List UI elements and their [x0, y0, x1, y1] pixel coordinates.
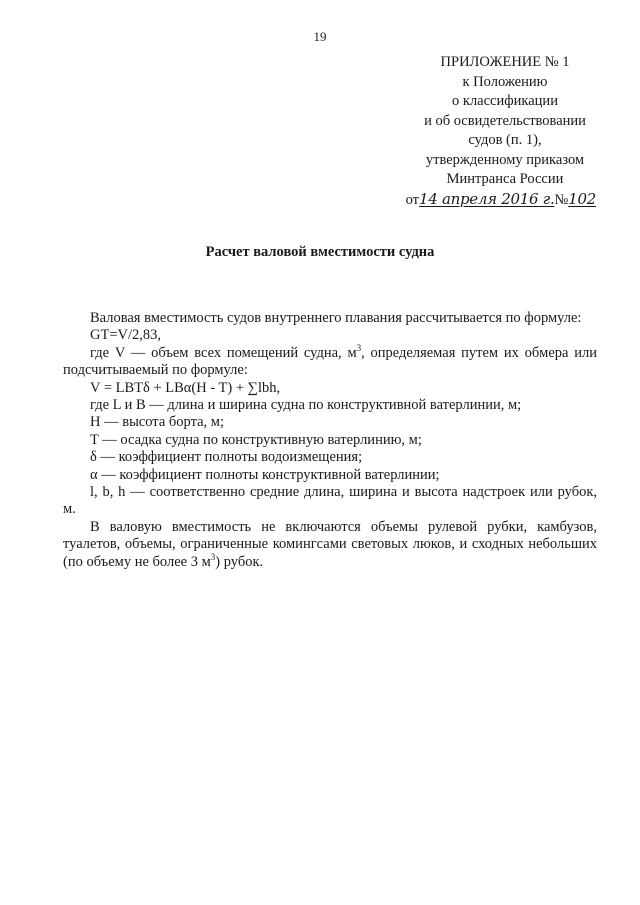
formula-gt: GT=V/2,83, — [90, 327, 162, 344]
exclusions-paragraph: В валовую вместимость не включаются объемы рулевой рубки, камбузов, туалетов, объемы, ограниченные комингсами световых люков, и сходных небольших (по объему не более 3 $м^3$) рубок. — [63, 518, 597, 570]
formula-v: V = LBTδ + LBα(H - T) + ∑lbh, — [90, 379, 281, 396]
order-reference — [380, 190, 630, 211]
intro-paragraph: Валовая вместимость судов внутреннего плавания рассчитывается по формуле: — [90, 310, 582, 326]
superscript: 3 — [356, 342, 362, 353]
definition-alpha: α — коэффициент полноты конструктивной ватерлинии; — [90, 466, 440, 483]
approval-line: и об освидетельствовании — [424, 112, 586, 129]
order-number-handwritten: 102 — [568, 189, 596, 208]
definition-v: где V — объем всех помещений судна, $м^3$, определяемая путем их обмера или подсчитываемый по формуле: — [63, 342, 597, 379]
approval-line: судов (п. 1), — [468, 132, 542, 148]
definition-h: H — высота борта, м; — [90, 414, 224, 431]
page-number: 19 — [313, 29, 327, 44]
appendix-label: ПРИЛОЖЕНИЕ № 1 — [440, 54, 570, 70]
superscript: 3 — [210, 551, 216, 562]
definition-delta: δ — коэффициент полноты водоизмещения; — [90, 449, 363, 466]
approval-line: утвержденному приказом — [425, 151, 585, 168]
order-prefix: от — [405, 191, 420, 208]
order-number-label: № — [554, 191, 569, 208]
order-date-handwritten: 14 апреля 2016 г. — [419, 189, 555, 208]
definition-l-b: где L и B — длина и ширина судна по конструктивной ватерлинии, м; — [90, 397, 522, 414]
approval-line: о классификации — [452, 93, 558, 109]
definition-t: T — осадка судна по конструктивную ватерлинию, м; — [90, 431, 422, 448]
approval-line: к Положению — [462, 73, 548, 90]
approval-line: Минтранса России — [446, 171, 564, 187]
document-title: Расчет валовой вместимости судна — [205, 244, 435, 260]
definition-superstructures: l, b, h — соответственно средние длина, ширина и высота надстроек или рубок, м. — [63, 484, 597, 518]
approval-block — [380, 53, 630, 210]
document-body — [63, 310, 597, 571]
